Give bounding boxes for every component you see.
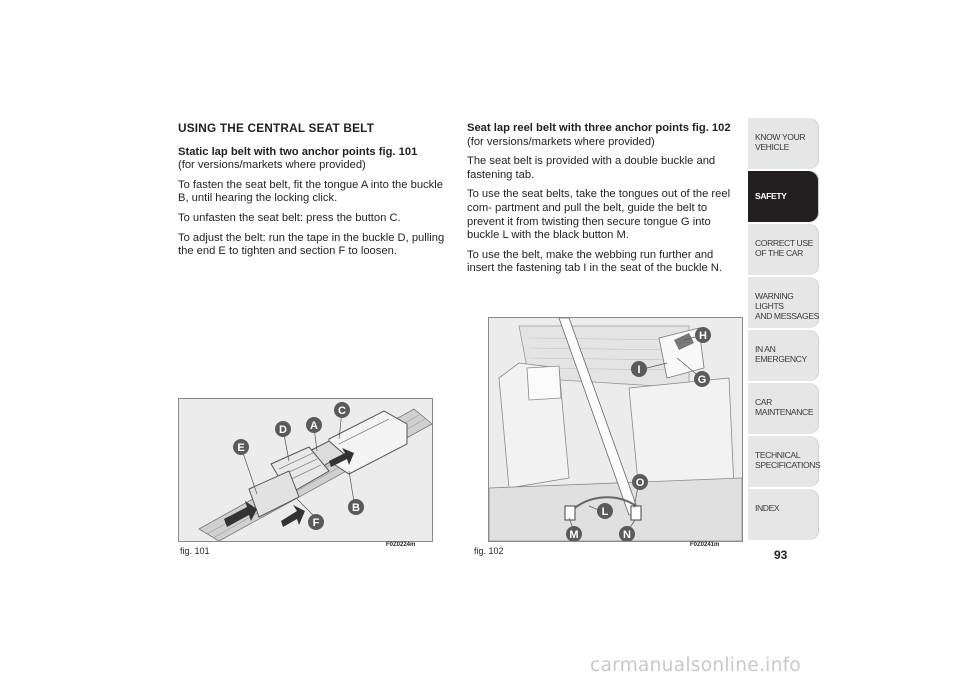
paragraph: To unfasten the seat belt: press the button C.	[178, 211, 401, 224]
callout-G	[694, 371, 710, 387]
left-column	[178, 122, 455, 265]
right-column	[467, 122, 741, 282]
tab-safety[interactable]: SAFETY	[748, 171, 819, 223]
chapter-tabs	[748, 118, 819, 542]
figure-101-caption: fig. 101	[180, 546, 210, 556]
svg-text:N: N	[623, 529, 631, 541]
svg-text:H: H	[699, 330, 707, 342]
callout-B	[348, 499, 364, 515]
callout-I	[631, 361, 647, 377]
svg-text:D: D	[279, 424, 287, 436]
tab-know-your-vehicle[interactable]: KNOW YOUR VEHICLE	[748, 118, 819, 170]
svg-text:I: I	[637, 364, 641, 376]
svg-text:E: E	[237, 442, 245, 454]
tab-index[interactable]: INDEX	[748, 489, 819, 541]
subheading-fig101: Static lap belt with two anchor points fig. 101	[178, 145, 418, 158]
watermark: carmanualsonline.info	[590, 655, 802, 676]
svg-text:L: L	[601, 506, 609, 518]
tab-warning-lights[interactable]: WARNING LIGHTS AND MESSAGES	[748, 277, 819, 329]
svg-text:A: A	[310, 420, 318, 432]
callout-D	[275, 421, 291, 437]
callout-A	[306, 417, 322, 433]
callout-H	[695, 327, 711, 343]
figure-101-illustration	[178, 398, 433, 542]
availability-note: (for versions/markets where provided)	[178, 159, 366, 172]
figure-101-code: F0Z0224m	[386, 542, 416, 548]
tab-technical-specifications[interactable]: TECHNICAL SPECIFICATIONS	[748, 436, 819, 488]
callout-L	[597, 503, 613, 519]
availability-note: (for versions/markets where provided)	[467, 135, 655, 148]
svg-text:O: O	[635, 477, 645, 489]
callout-C	[334, 402, 350, 418]
figure-102-code: F0Z0241m	[690, 542, 720, 548]
svg-text:G: G	[697, 374, 707, 386]
paragraph: To adjust the belt: run the tape in the buckle D, pulling the end E to tighten and section F to loosen.	[178, 231, 445, 258]
svg-text:M: M	[569, 529, 579, 541]
tab-emergency[interactable]: IN AN EMERGENCY	[748, 330, 819, 382]
paragraph: To use the belt, make the webbing run further and insert the fastening tab I in the seat of the buckle N.	[467, 248, 722, 275]
paragraph: To fasten the seat belt, fit the tongue A into the buckle B, until hearing the locking click.	[178, 178, 443, 205]
page-number: 93	[774, 548, 788, 562]
figure-102-illustration	[488, 317, 743, 542]
svg-text:C: C	[338, 405, 346, 417]
paragraph: The seat belt is provided with a double buckle and fastening tab.	[467, 155, 716, 181]
figure-102-caption: fig. 102	[474, 546, 504, 556]
callout-E	[233, 439, 249, 455]
paragraph: To use the seat belts, take the tongues out of the reel com- partment and pull the belt, guide the belt to prevent it from twisting then secure tongue G into buckle L with the black button M.	[467, 188, 731, 242]
callout-F	[308, 514, 324, 530]
subheading-fig102: Seat lap reel belt with three anchor points fig. 102	[467, 122, 731, 134]
section-heading: USING THE CENTRAL SEAT BELT	[178, 121, 375, 135]
tab-car-maintenance[interactable]: CAR MAINTENANCE	[748, 383, 819, 435]
lap-belt-buckle-drawing	[179, 399, 432, 541]
rear-seat-belt-drawing	[489, 318, 742, 541]
callout-O	[632, 474, 648, 490]
tab-correct-use[interactable]: CORRECT USE OF THE CAR	[748, 224, 819, 276]
svg-text:B: B	[352, 502, 360, 514]
svg-text:F: F	[312, 517, 320, 529]
